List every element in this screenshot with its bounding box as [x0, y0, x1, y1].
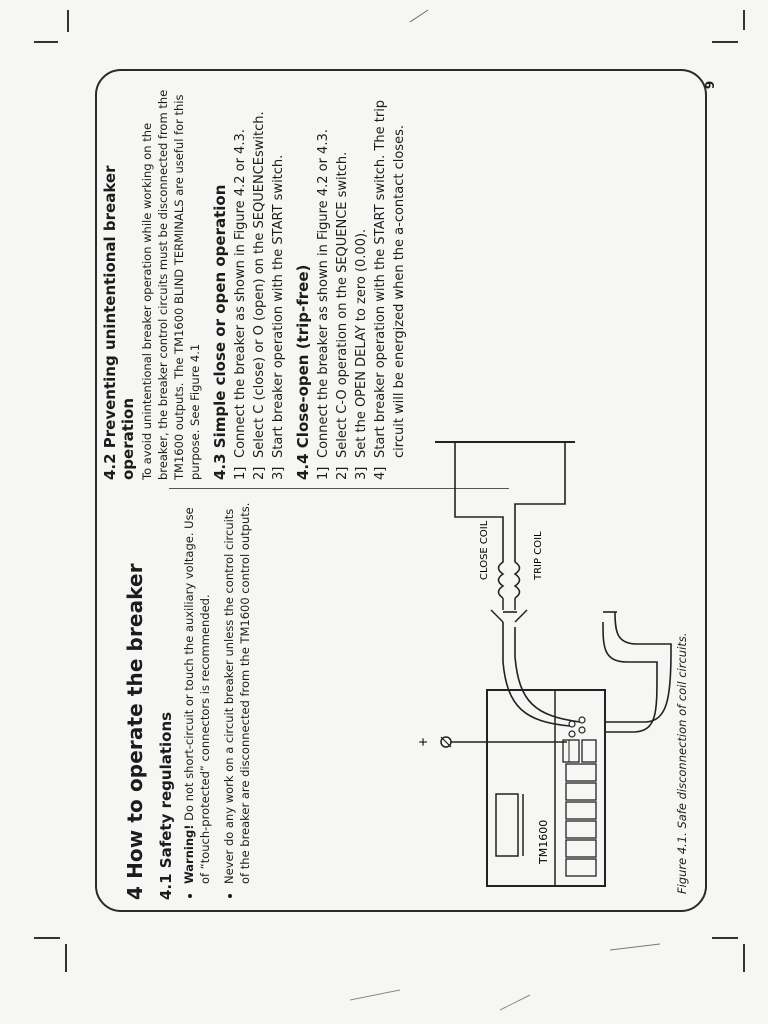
safety-list — [181, 495, 253, 900]
step-4-3-3: 3] Start breaker operation with the START switch. — [271, 154, 286, 480]
tm1600-label: TM1600 — [537, 819, 550, 864]
right-column — [101, 80, 415, 480]
terminal-blocks — [566, 764, 596, 876]
step-4-4-1: 1] Connect the breaker as shown in Figure 4.2 or 4.3. — [316, 129, 331, 480]
tm1600-unit — [487, 690, 605, 886]
step-4-3-2: 2] Select C (close) or O (open) on the SEQUENCEswitch. — [252, 111, 267, 480]
chapter-title: 4 How to operate the breaker — [123, 563, 147, 900]
left-column — [109, 495, 261, 900]
plus-label: + — [416, 736, 430, 747]
step-4-4-3: 3] Set the OPEN DELAY to zero (0.00). — [354, 228, 369, 480]
rotated-content — [95, 69, 707, 912]
section-4-2-body: To avoid unintentional breaker operation while working on the breaker, the breaker control circuits must be disconnected from the TM1600 outputs. The TM1600 BLIND TERMINALS are useful for this purpose. See Figure 4.1 — [140, 89, 202, 480]
step-4-4-2: 2] Select C-O operation on the SEQUENCE switch. — [335, 151, 350, 480]
section-4-2-heading: 4.2 Preventing unintentional breaker operation — [101, 165, 137, 480]
section-4-1-heading: 4.1 Safety regulations — [157, 711, 175, 900]
section-4-4-heading: 4.4 Close-open (trip-free) — [294, 264, 312, 480]
page-number: 9 — [703, 80, 718, 90]
safety-item-disconnect: • Never do any work on a circuit breaker unless the control circuits of the breaker are disconnected from the TM1600 control outputs. — [221, 495, 253, 884]
plus-terminal — [416, 737, 567, 747]
safety-item-warning: • Warning! Do not short-circuit or touch the auxiliary voltage. Use of “touch-protected” connectors is recommended. — [181, 495, 213, 884]
trip-coil-label: TRIP COIL — [533, 531, 544, 580]
coil-switches — [491, 598, 527, 622]
section-4-3-heading: 4.3 Simple close or open operation — [211, 184, 229, 480]
step-4-4-4: 4] Start breaker operation with the START switch. The trip circuit will be energized when the a-contact closes. — [373, 99, 407, 480]
coil-wiring — [503, 612, 671, 732]
figure-caption: Figure 4.1. Safe disconnection of coil circuits. — [675, 632, 689, 894]
coil-disconnection-diagram — [395, 392, 707, 912]
close-coil-label: CLOSE COIL — [479, 520, 490, 580]
step-4-3-1: 1] Connect the breaker as shown in Figure 4.2 or 4.3. — [233, 129, 248, 480]
section-4-3-steps — [231, 80, 288, 480]
